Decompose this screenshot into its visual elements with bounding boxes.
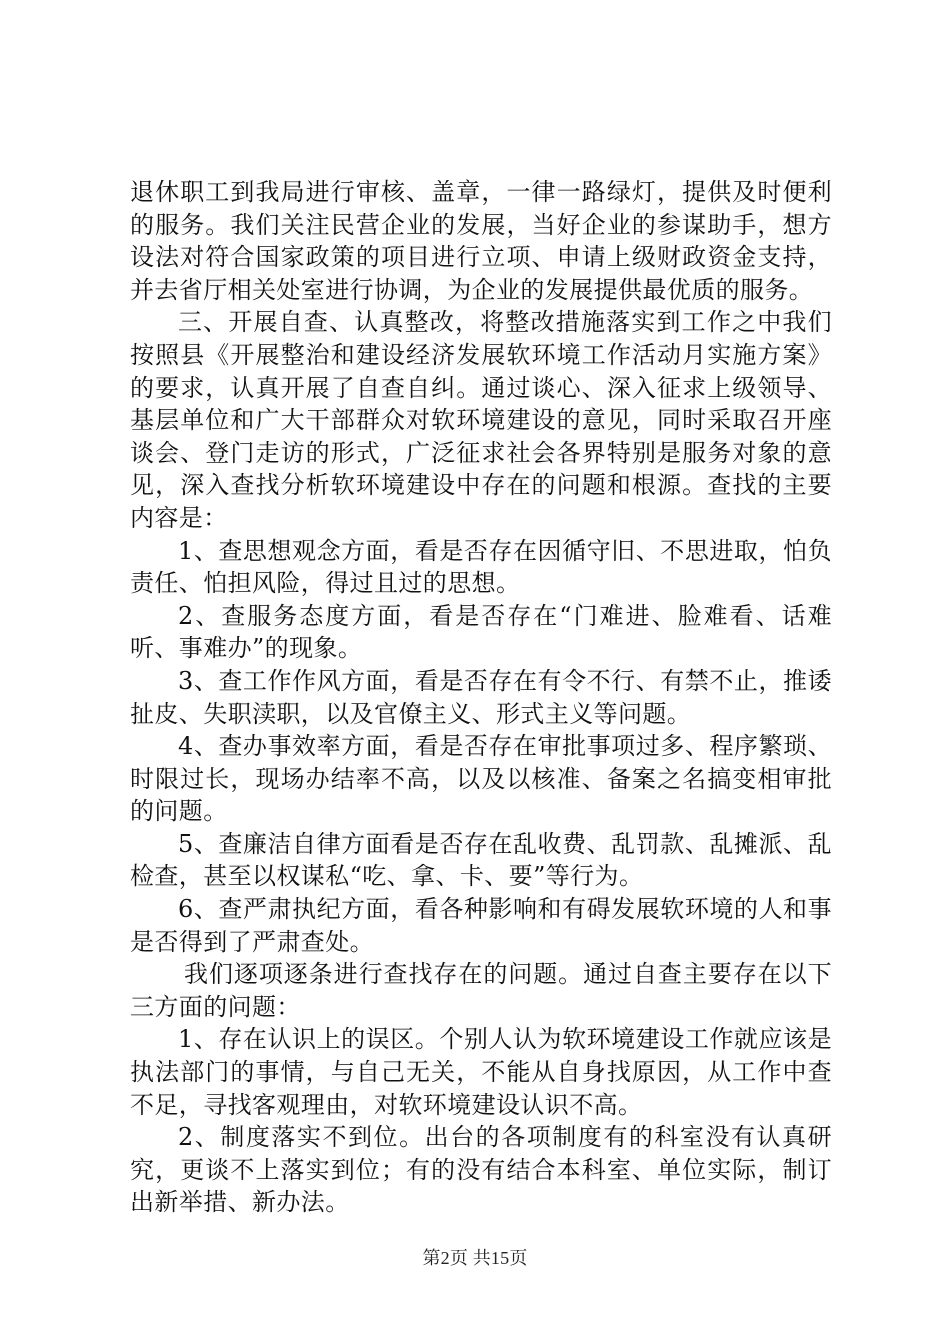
paragraph-9: 我们逐项逐条进行查找存在的问题。通过自查主要存在以下三方面的问题： — [130, 960, 832, 1021]
paragraph-10: 1、存在认识上的误区。个别人认为软环境建设工作就应该是执法部门的事情，与自己无关，不能从自身找原因，从工作中查不足，寻找客观理由，对软环境建设认识不高。 — [130, 1025, 832, 1119]
document-body — [130, 176, 832, 1219]
paragraph-2: 三、开展自查、认真整改，将整改措施落实到工作之中我们按照县《开展整治和建设经济发展软环境工作活动月实施方案》的要求，认真开展了自查自纠。通过谈心、深入征求上级领导、基层单位和广大干部群众对软环境建设的意见，同时采取召开座谈会、登门走访的形式，广泛征求社会各界特别是服务对象的意见，深入查找分析软环境建设中存在的问题和根源。查找的主要内容是： — [130, 308, 832, 532]
paragraph-6: 4、查办事效率方面，看是否存在审批事项过多、程序繁琐、时限过长，现场办结率不高，以及以核准、备案之名搞变相审批的问题。 — [130, 732, 832, 826]
page-footer — [0, 1244, 950, 1270]
paragraph-8: 6、查严肃执纪方面，看各种影响和有碍发展软环境的人和事是否得到了严肃查处。 — [130, 895, 832, 956]
paragraph-1: 退休职工到我局进行审核、盖章，一律一路绿灯，提供及时便利的服务。我们关注民营企业的发展，当好企业的参谋助手，想方设法对符合国家政策的项目进行立项、申请上级财政资金支持，并去省厅相关处室进行协调，为企业的发展提供最优质的服务。 — [130, 178, 832, 304]
paragraph-5: 3、查工作作风方面，看是否存在有令不行、有禁不止，推诿扯皮、失职渎职，以及官僚主义、形式主义等问题。 — [130, 666, 832, 728]
paragraph-11: 2、制度落实不到位。出台的各项制度有的科室没有认真研究，更谈不上落实到位；有的没有结合本科室、单位实际，制订出新举措、新办法。 — [130, 1123, 832, 1217]
paragraph-7: 5、查廉洁自律方面看是否存在乱收费、乱罚款、乱摊派、乱检查，甚至以权谋私“吃、拿、卡、要”等行为。 — [130, 829, 832, 891]
paragraph-4: 2、查服务态度方面，看是否存在“门难进、脸难看、话难听、事难办”的现象。 — [130, 601, 832, 663]
paragraph-3: 1、查思想观念方面，看是否存在因循守旧、不思进取，怕负责任、怕担风险，得过且过的思想。 — [130, 536, 832, 598]
page-number-label: 第2页 共15页 — [422, 1248, 528, 1268]
